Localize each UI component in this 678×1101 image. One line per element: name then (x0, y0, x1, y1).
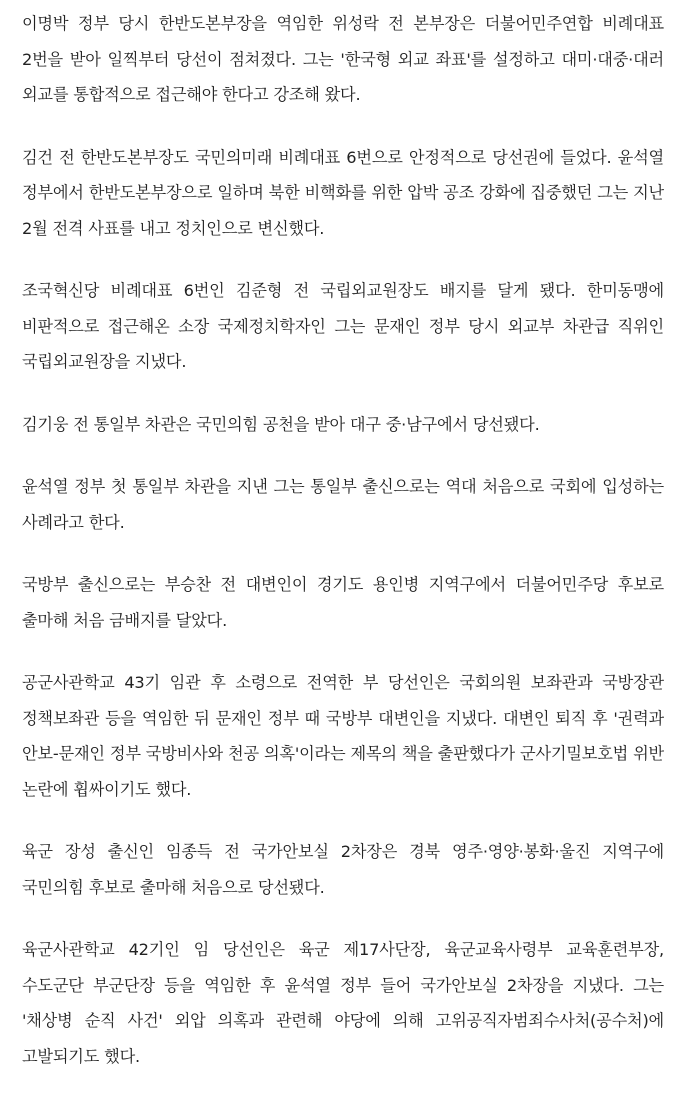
paragraph-kim-ki-woong-detail: 윤석열 정부 첫 통일부 차관을 지낸 그는 통일부 출신으로는 역대 처음으로 국회에 입성하는 사례라고 한다. (22, 477, 664, 532)
paragraph-lim-jong-deuk-detail: 육군사관학교 42기인 임 당선인은 육군 제17사단장, 육군교육사령부 교육훈련부장, 수도군단 부군단장 등을 역임한 후 윤석열 정부 들어 국가안보실 2차장을 지냈다. 그는 '채상병 순직 사건' 외압 의혹과 관련해 야당에 의해 고위공직자범죄수사처(공수처)에 고발되기도 했다. (22, 940, 664, 1066)
paragraph-lim-jong-deuk: 육군 장성 출신인 임종득 전 국가안보실 2차장은 경북 영주·영양·봉화·울진 지역구에 국민의힘 후보로 출마해 처음으로 당선됐다. (22, 842, 664, 897)
paragraph-kim-jun-hyung: 조국혁신당 비례대표 6번인 김준형 전 국립외교원장도 배지를 달게 됐다. 한미동맹에 비판적으로 접근해온 소장 국제정치학자인 그는 문재인 정부 당시 외교부 차관급 직위인 국립외교원장을 지냈다. (22, 281, 664, 371)
paragraph-bu-seung-chan-detail: 공군사관학교 43기 임관 후 소령으로 전역한 부 당선인은 국회의원 보좌관과 국방장관 정책보좌관 등을 역임한 뒤 문재인 정부 때 국방부 대변인을 지냈다. 대변인 퇴직 후 '권력과 안보-문재인 정부 국방비사와 천공 의혹'이라는 제목의 책을 출판했다가 군사기밀보호법 위반 논란에 휩싸이기도 했다. (22, 673, 664, 799)
paragraph-kim-geon: 김건 전 한반도본부장도 국민의미래 비례대표 6번으로 안정적으로 당선권에 들었다. 윤석열 정부에서 한반도본부장으로 일하며 북한 비핵화를 위한 압박 공조 강화에 집중했던 그는 지난 2월 전격 사표를 내고 정치인으로 변신했다. (22, 147, 664, 238)
paragraph-wi-seong-rak: 이명박 정부 당시 한반도본부장을 역임한 위성락 전 본부장은 더불어민주연합 비례대표 2번을 받아 일찍부터 당선이 점쳐졌다. 그는 '한국형 외교 좌표'를 설정하고 대미·대중·대러 외교를 통합적으로 접근해야 한다고 강조해 왔다. (22, 14, 664, 104)
paragraph-bu-seung-chan: 국방부 출신으로는 부승찬 전 대변인이 경기도 용인병 지역구에서 더불어민주당 후보로 출마해 처음 금배지를 달았다. (22, 575, 664, 630)
article-body (22, 6, 664, 1101)
paragraph-kim-ki-woong: 김기웅 전 통일부 차관은 국민의힘 공천을 받아 대구 중·남구에서 당선됐다. (22, 414, 540, 434)
